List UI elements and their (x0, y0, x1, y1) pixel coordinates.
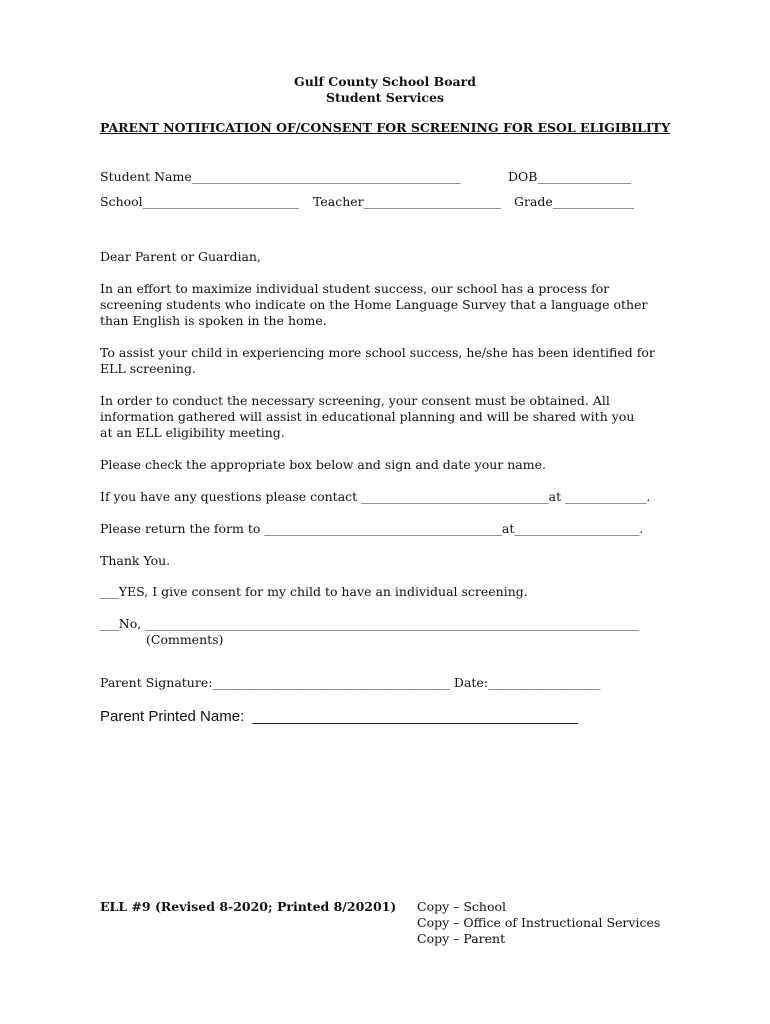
printed-name-field[interactable]: Parent Printed Name: _______________________________________ (100, 708, 578, 725)
signature-date-field[interactable]: Parent Signature:______________________________________ Date:__________________ (100, 675, 601, 690)
consent-no-option[interactable]: ___No, _______________________________________________________________________________ (100, 616, 639, 631)
paragraph-line: In an effort to maximize individual student success, our school has a process for (100, 281, 610, 296)
paragraph-line: ELL screening. (100, 361, 196, 376)
contact-field[interactable]: If you have any questions please contact ______________________________at _____________. (100, 489, 651, 504)
paragraph-identified (100, 345, 680, 377)
form-title: PARENT NOTIFICATION OF/CONSENT FOR SCREENING FOR ESOL ELIGIBILITY (99, 120, 671, 135)
copy-line: Copy – School (417, 899, 507, 914)
school-field[interactable]: School_________________________ (100, 194, 299, 209)
grade-field[interactable]: Grade_____________ (514, 194, 635, 209)
consent-yes-option[interactable]: ___YES, I give consent for my child to have an individual screening. (100, 584, 528, 599)
copy-line: Copy – Parent (417, 931, 506, 946)
thank-you: Thank You. (100, 553, 171, 568)
org-name: Gulf County School Board (294, 74, 476, 89)
department-name: Student Services (326, 90, 444, 105)
teacher-field[interactable]: Teacher______________________ (313, 194, 502, 209)
paragraph-line: information gathered will assist in educational planning and will be shared with you (100, 409, 635, 424)
instruction-text: Please check the appropriate box below and sign and date your name. (100, 457, 546, 472)
return-form-field[interactable]: Please return the form to ______________________________________at____________________. (100, 521, 644, 536)
paragraph-line: In order to conduct the necessary screening, your consent must be obtained. All (100, 393, 610, 408)
paragraph-line: screening students who indicate on the Home Language Survey that a language other (100, 297, 648, 312)
form-id: ELL #9 (Revised 8-2020; Printed 8/20201) (100, 899, 397, 914)
paragraph-consent (100, 393, 680, 441)
dob-field[interactable]: DOB_______________ (508, 169, 632, 184)
copy-line: Copy – Office of Instructional Services (417, 915, 661, 930)
paragraph-intro (100, 281, 680, 329)
paragraph-line: at an ELL eligibility meeting. (100, 425, 285, 440)
paragraph-line: To assist your child in experiencing more school success, he/she has been identified for (100, 345, 655, 360)
salutation: Dear Parent or Guardian, (100, 249, 261, 264)
paragraph-line: than English is spoken in the home. (100, 313, 327, 328)
student-name-field[interactable]: Student Name___________________________________________ (100, 169, 461, 184)
comments-label: (Comments) (146, 632, 224, 647)
